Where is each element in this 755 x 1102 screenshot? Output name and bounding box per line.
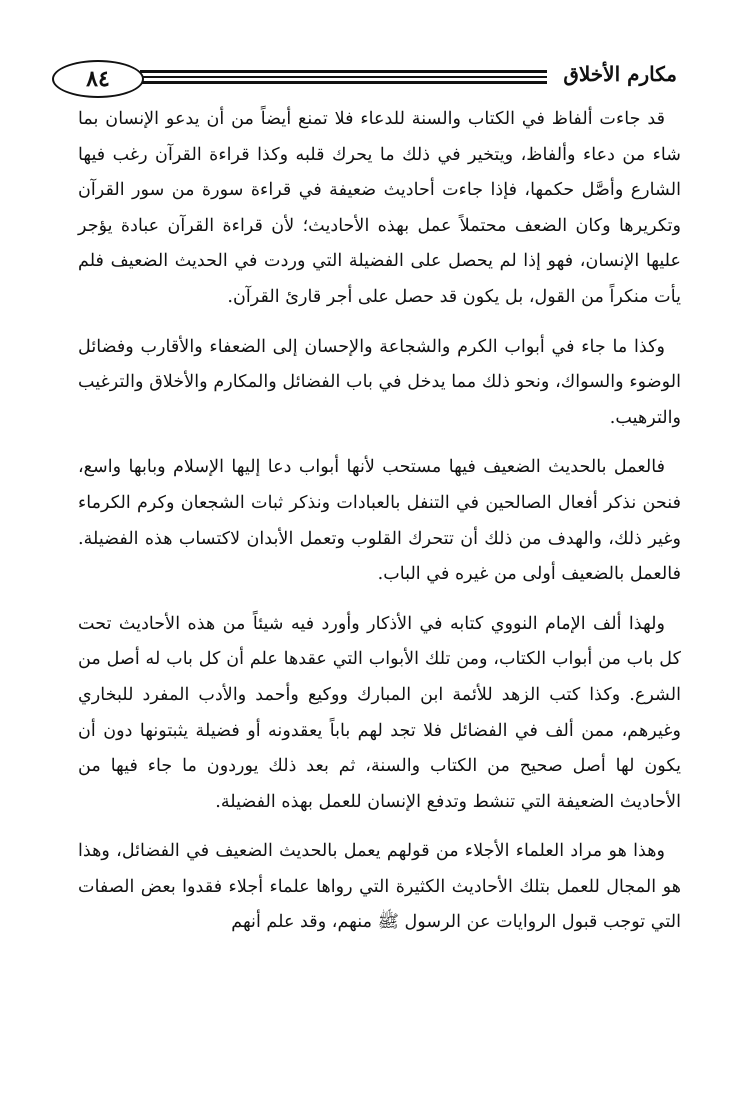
- page-header: [52, 58, 677, 104]
- paragraph: ولهذا ألف الإمام النووي كتابه في الأذكار وأورد فيه شيئاً من هذه الأحاديث تحت كل باب من أبواب الكتاب، ومن تلك الأبواب التي عقدها علم أن كل باب له أصل من الشرع. وكذا كتب الزهد للأئمة ابن المبارك ووكيع وأحمد والأدب المفرد للبخاري وغيرهم، ممن ألف في الفضائل فلا تجد لهم باباً يعقدونه أو فضيلة يثبتونها دون أن يكون لها أصل صحيح من الكتاب والسنة، ثم بعد ذلك يوردون ما جاء فيها من الأحاديث الضعيفة التي تنشط وتدفع الإنسان للعمل بهذه الفضيلة.: [78, 613, 681, 812]
- paragraph: فالعمل بالحديث الضعيف فيها مستحب لأنها أبواب دعا إليها الإسلام وبابها واسع، فنحن نذكر أفعال الصالحين في التنفل بالعبادات ونذكر ثبات الشجعان وكرم الكرماء وغير ذلك، والهدف من ذلك أن تتحرك القلوب وتعمل الأبدان لاكتساب هذه الفضيلة. فالعمل بالضعيف أولى من غيره في الباب.: [78, 457, 681, 585]
- header-rule: [140, 70, 547, 87]
- page-number: ٨٤: [52, 60, 144, 98]
- page-body: [78, 102, 681, 955]
- paragraph: وهذا هو مراد العلماء الأجلاء من قولهم يعمل بالحديث الضعيف في الفضائل، وهذا هو المجال للعمل بتلك الأحاديث الكثيرة التي رواها علماء أجلاء فقدوا بعض الصفات التي توجب قبول الروايات عن الرسول ﷺ منهم، وقد علم أنهم: [78, 841, 681, 933]
- running-title: مكارم الأخلاق: [563, 62, 677, 86]
- paragraph: قد جاءت ألفاظ في الكتاب والسنة للدعاء فلا تمنع أيضاً من أن يدعو الإنسان بما شاء من دعاء وألفاظ، ويتخير في ذلك ما يحرك قلبه وكذا قراءة القرآن رغب فيها الشارع وأصَّل حكمها، فإذا جاءت أحاديث ضعيفة في قراءة سورة من سور القرآن وتكريرها وكان الضعف محتملاً عمل بهذه الأحاديث؛ لأن قراءة القرآن عبادة يؤجر عليها الإنسان، فهو إذا لم يحصل على الفضيلة التي وردت في الحديث الضعيف فلم يأت منكراً من القول، بل يكون قد حصل على أجر قارئ القرآن.: [78, 109, 681, 307]
- paragraph: وكذا ما جاء في أبواب الكرم والشجاعة والإحسان إلى الضعفاء والأقارب وفضائل الوضوء والسواك، ونحو ذلك مما يدخل في باب الفضائل والمكارم والأخلاق والترغيب والترهيب.: [78, 336, 681, 428]
